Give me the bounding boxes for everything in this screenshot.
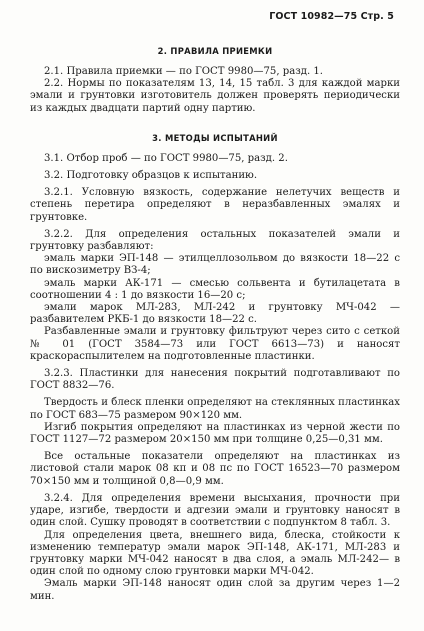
running-header: ГОСТ 10982—75 Стр. 5 bbox=[269, 11, 394, 22]
clause-3-2-3: 3.2.3. Пластинки для нанесения покрытий подготавливают по ГОСТ 8832—76. bbox=[30, 368, 400, 392]
clause-2-1: 2.1. Правила приемки — по ГОСТ 9980—75, разд. 1. bbox=[44, 66, 324, 77]
section-title-acceptance: 2. ПРАВИЛА ПРИЕМКИ bbox=[157, 46, 273, 56]
clause-3-2-2-filtering: Разбавленные эмали и грунтовку фильтруют через сито с сеткой № 01 (ГОСТ 3584—73 или ГОСТ 6613—73) и наносят краскораспылителем на подготовленные пластинки. bbox=[30, 326, 400, 362]
document-body bbox=[30, 46, 400, 603]
clause-3-2-1: 3.2.1. Условную вязкость, содержание нелетучих веществ и степень перетира определяют в неразбавленных эмалях и грунтовке. bbox=[30, 187, 400, 223]
clause-3-2-2-enamel-ak171: эмаль марки АК-171 — смесью сольвента и бутилацетата в соотношении 4 : 1 до вязкости 16—20 с; bbox=[30, 277, 400, 301]
clause-3-2-3-bending: Изгиб покрытия определяют на пластинках из черной жести по ГОСТ 1127—72 размером 20×150 мм при толщине 0,25—0,31 мм. bbox=[30, 421, 400, 446]
clause-3-2-2-enamels-ml: эмали марок МЛ-283, МЛ-242 и грунтовку МЧ-042 — разбавителем РКБ-1 до вязкости 18—22 с. bbox=[30, 302, 400, 326]
clause-3-2-4-ep148-layers: Эмаль марки ЭП-148 наносят один слой за другим через 1—2 мин. bbox=[30, 578, 400, 602]
clause-3-2-2: 3.2.2. Для определения остальных показателей эмали и грунтовку разбавляют: bbox=[30, 228, 400, 253]
clause-3-2-2-enamel-ep148: эмаль марки ЭП-148 — этилцеллозольвом до вязкости 18—22 с по вискозиметру ВЗ-4; bbox=[30, 253, 400, 277]
clause-3-2-3-hardness: Твердость и блеск пленки определяют на стеклянных пластинках по ГОСТ 683—75 размером 90×120 мм. bbox=[30, 397, 400, 421]
clause-3-1: 3.1. Отбор проб — по ГОСТ 9980—75, разд. 2. bbox=[44, 152, 288, 164]
clause-3-2-4: 3.2.4. Для определения времени высыхания, прочности при ударе, изгибе, твердости и адгезии эмали и грунтовку наносят в один слой. Сушку проводят в соответствии с подпунктом 8 табл. 3. bbox=[30, 492, 400, 529]
clause-3-2-4-color: Для определения цвета, внешнего вида, блеска, стойкости к изменению температур эмали марок ЭП-148, АК-171, МЛ-283 и грунтовку марки МЧ-042 наносят в два слоя, а эмаль МЛ-242— в один слой по одному слою грунтовки марки МЧ-042. bbox=[30, 529, 400, 578]
section-title-test-methods: 3. МЕТОДЫ ИСПЫТАНИЙ bbox=[152, 132, 278, 143]
clause-2-2: 2.2. Нормы по показателям 13, 14, 15 табл. 3 для каждой марки эмали и грунтовки изготовитель должен проверять периодически из каждых двадцати партий одну партию. bbox=[30, 78, 400, 114]
clause-3-2-3-other: Все остальные показатели определяют на пластинках из листовой стали марок 08 кп и 08 пс по ГОСТ 16523—70 размером 70×150 мм и толщиной 0,8—0,9 мм. bbox=[30, 451, 400, 487]
clause-3-2: 3.2. Подготовку образцов к испытанию. bbox=[44, 170, 258, 182]
